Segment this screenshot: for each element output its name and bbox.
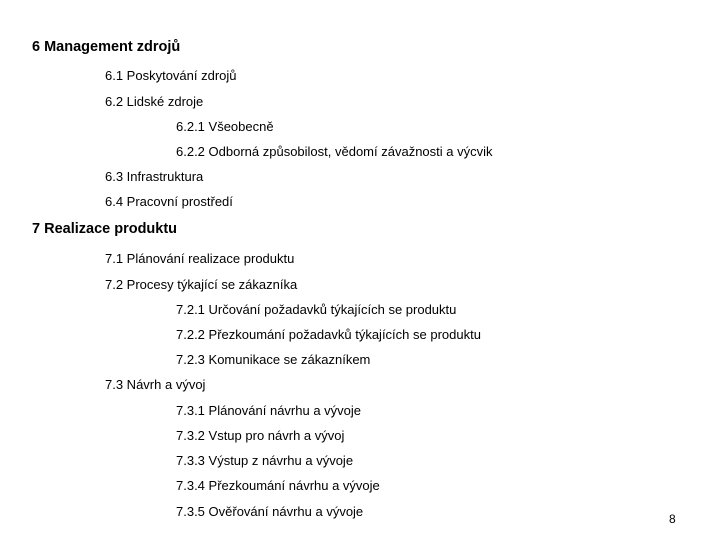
toc-item-7-3-2: 7.3.2 Vstup pro návrh a vývoj [176, 428, 345, 443]
toc-item-6-2: 6.2 Lidské zdroje [105, 94, 204, 109]
toc-item-7-3-4: 7.3.4 Přezkoumání návrhu a vývoje [176, 478, 380, 493]
toc-item-6-1: 6.1 Poskytování zdrojů [105, 68, 237, 83]
toc-item-7-3-1: 7.3.1 Plánování návrhu a vývoje [176, 403, 362, 418]
section-7-heading: 7 Realizace produktu [32, 221, 178, 237]
toc-item-6-3: 6.3 Infrastruktura [105, 169, 204, 184]
toc-item-6-4: 6.4 Pracovní prostředí [105, 194, 233, 209]
toc-item-7-3: 7.3 Návrh a vývoj [105, 377, 206, 392]
toc-item-7-2-1: 7.2.1 Určování požadavků týkajících se produktu [176, 302, 457, 317]
toc-item-7-1: 7.1 Plánování realizace produktu [105, 251, 295, 266]
toc-item-7-2-2: 7.2.2 Přezkoumání požadavků týkajících se produktu [176, 327, 481, 342]
toc-item-6-2-2: 6.2.2 Odborná způsobilost, vědomí závažnosti a výcvik [176, 144, 493, 159]
toc-item-7-3-3: 7.3.3 Výstup z návrhu a vývoje [176, 453, 354, 468]
toc-item-7-3-5: 7.3.5 Ověřování návrhu a vývoje [176, 504, 364, 519]
toc-item-6-2-1: 6.2.1 Všeobecně [176, 119, 274, 134]
toc-item-7-2: 7.2 Procesy týkající se zákazníka [105, 277, 298, 292]
toc-item-7-2-3: 7.2.3 Komunikace se zákazníkem [176, 352, 371, 367]
page-number: 8 [669, 512, 676, 526]
section-6-heading: 6 Management zdrojů [32, 39, 181, 55]
